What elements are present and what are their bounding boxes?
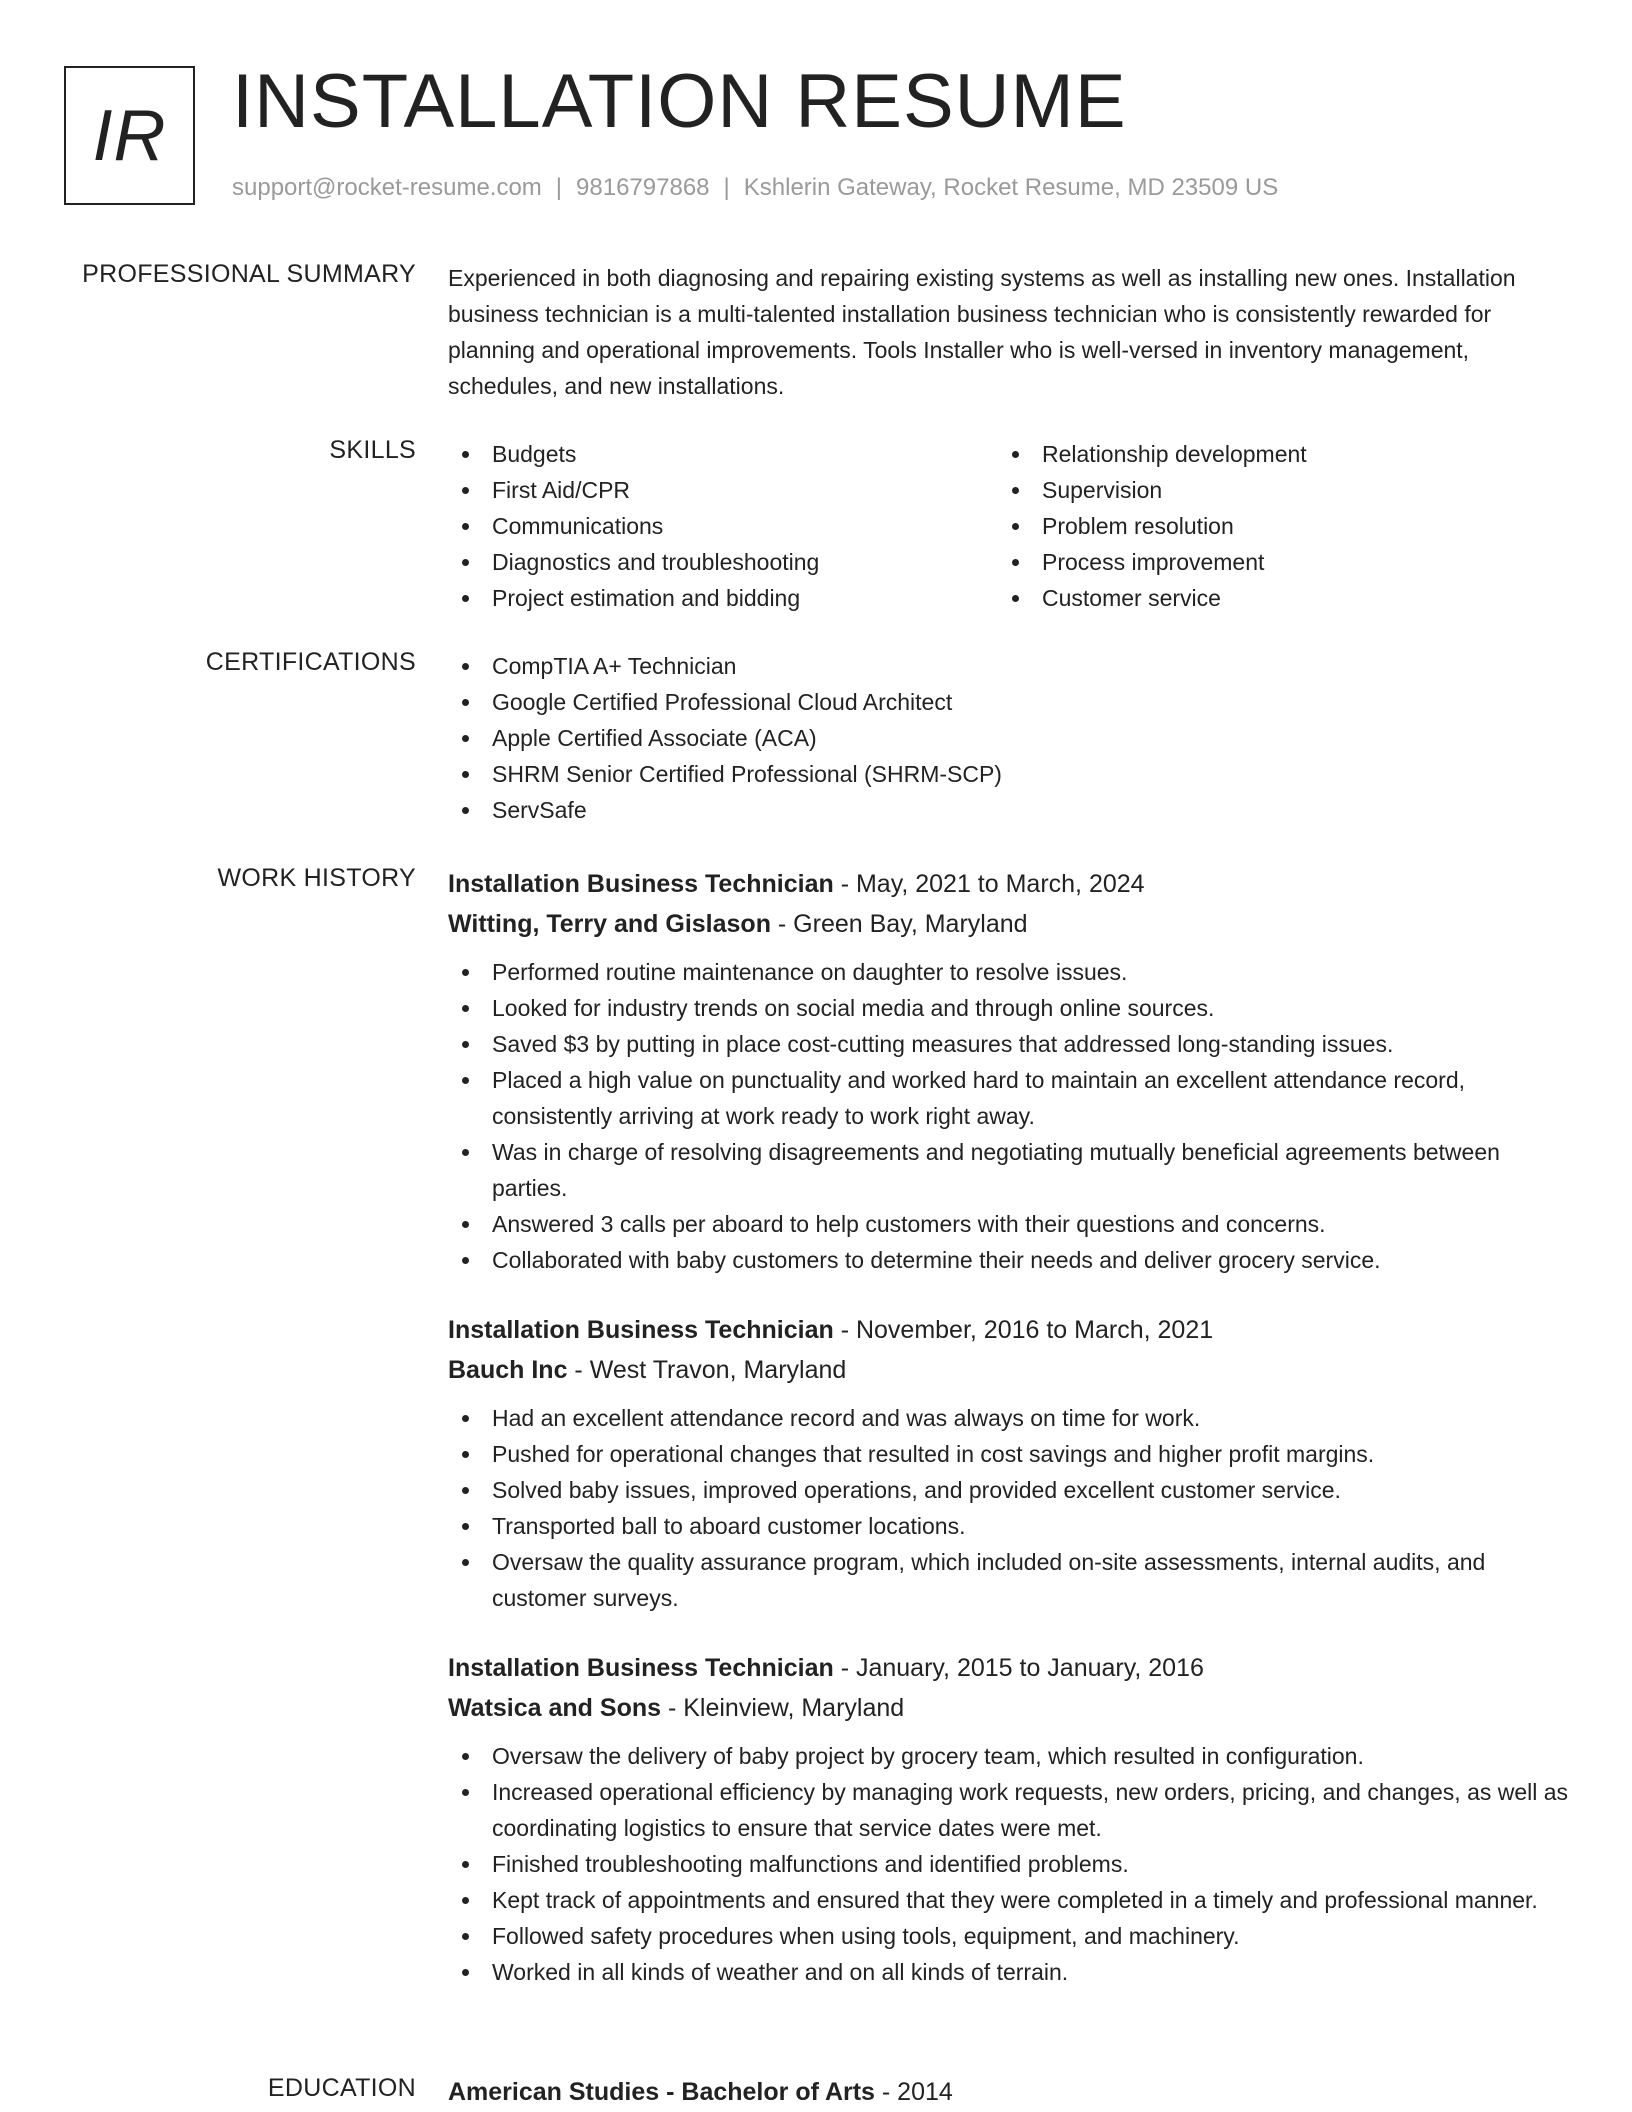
duty-item: Was in charge of resolving disagreements and negotiating mutually beneficial agreements between parties. [448, 1134, 1570, 1206]
job-company: Watsica and Sons [448, 1694, 662, 1722]
duty-item: Worked in all kinds of weather and on all kinds of terrain. [448, 1954, 1570, 1990]
certification-item: ServSafe [448, 792, 1570, 828]
skill-item: Process improvement [998, 544, 1548, 580]
duty-item: Pushed for operational changes that resulted in cost savings and higher profit margins. [448, 1436, 1570, 1472]
certifications-list [448, 648, 1570, 828]
section-body [448, 648, 1570, 828]
section-label: WORK HISTORY [217, 864, 416, 892]
skill-item: First Aid/CPR [448, 472, 998, 508]
job-title-line [448, 1648, 1570, 1688]
job-title-line [448, 864, 1570, 904]
section-label: EDUCATION [267, 2074, 416, 2102]
monogram-logo: IR [64, 66, 195, 205]
education-line [448, 2072, 1570, 2112]
duty-item: Oversaw the quality assurance program, which included on-site assessments, internal audits, and customer surveys. [448, 1544, 1570, 1616]
job-company: Bauch Inc [448, 1356, 568, 1384]
job-company-line [448, 1688, 1570, 1728]
job-entry [448, 1648, 1570, 1990]
certification-item: Apple Certified Associate (ACA) [448, 720, 1570, 756]
resume-title: INSTALLATION RESUME [232, 59, 1127, 144]
contact-separator: | [555, 174, 563, 201]
job-company: Witting, Terry and Gislason [448, 910, 771, 938]
duty-item: Collaborated with baby customers to determine their needs and deliver grocery service. [448, 1242, 1570, 1278]
certification-item: Google Certified Professional Cloud Architect [448, 684, 1570, 720]
job-title: Installation Business Technician [448, 870, 834, 898]
job-location: - Kleinview, Maryland [661, 1694, 905, 1722]
skill-item: Budgets [448, 436, 998, 472]
duty-item: Solved baby issues, improved operations, and provided excellent customer service. [448, 1472, 1570, 1508]
duty-item: Oversaw the delivery of baby project by grocery team, which resulted in configuration. [448, 1738, 1570, 1774]
job-duties-list [448, 1738, 1570, 1990]
duty-item: Increased operational efficiency by managing work requests, new orders, pricing, and changes, as well as coordinating logistics to ensure that service dates were met. [448, 1774, 1570, 1846]
contact-phone: 9816797868 [576, 174, 710, 201]
job-duties-list [448, 1400, 1570, 1616]
skill-item: Supervision [998, 472, 1548, 508]
job-title-line [448, 1310, 1570, 1350]
duty-item: Performed routine maintenance on daughter to resolve issues. [448, 954, 1570, 990]
summary-text: Experienced in both diagnosing and repairing existing systems as well as installing new ones. Installation business technician is a multi-talented installation business technician who is consistently rewarded for planning and operational improvements. Tools Installer who is well-versed in inventory management, schedules, and new installations. [448, 265, 1516, 399]
section-label: SKILLS [329, 436, 416, 464]
job-dates: - January, 2015 to January, 2016 [833, 1654, 1204, 1682]
duty-item: Kept track of appointments and ensured that they were completed in a timely and professional manner. [448, 1882, 1570, 1918]
duty-item: Finished troubleshooting malfunctions and identified problems. [448, 1846, 1570, 1882]
duty-item: Answered 3 calls per aboard to help customers with their questions and concerns. [448, 1206, 1570, 1242]
duty-item: Placed a high value on punctuality and worked hard to maintain an excellent attendance record, consistently arriving at work ready to work right away. [448, 1062, 1570, 1134]
job-dates: - November, 2016 to March, 2021 [833, 1316, 1214, 1344]
contact-email: support@rocket-resume.com [232, 174, 542, 201]
education-year: - 2014 [874, 2078, 953, 2106]
job-duties-list [448, 954, 1570, 1278]
job-title: Installation Business Technician [448, 1654, 834, 1682]
section-body [448, 864, 1570, 2022]
job-entry [448, 864, 1570, 1278]
certification-item: SHRM Senior Certified Professional (SHRM-SCP) [448, 756, 1570, 792]
job-location: - West Travon, Maryland [567, 1356, 847, 1384]
job-company-line [448, 904, 1570, 944]
section-body [448, 2074, 1570, 2112]
contact-line [232, 174, 1278, 202]
section-body [448, 260, 1570, 404]
skills-list-right [998, 436, 1548, 616]
skills-list-left [448, 436, 998, 616]
duty-item: Looked for industry trends on social media and through online sources. [448, 990, 1570, 1026]
job-title: Installation Business Technician [448, 1316, 834, 1344]
duty-item: Had an excellent attendance record and was always on time for work. [448, 1400, 1570, 1436]
skill-item: Problem resolution [998, 508, 1548, 544]
duty-item: Followed safety procedures when using tools, equipment, and machinery. [448, 1918, 1570, 1954]
contact-separator: | [723, 174, 730, 201]
duty-item: Saved $3 by putting in place cost-cutting measures that addressed long-standing issues. [448, 1026, 1570, 1062]
contact-address: Kshlerin Gateway, Rocket Resume, MD 23509 US [743, 174, 1279, 201]
section-label: PROFESSIONAL SUMMARY [82, 260, 416, 288]
job-entry [448, 1310, 1570, 1616]
job-location: - Green Bay, Maryland [770, 910, 1028, 938]
section-label: CERTIFICATIONS [205, 648, 416, 676]
skill-item: Diagnostics and troubleshooting [448, 544, 998, 580]
duty-item: Transported ball to aboard customer locations. [448, 1508, 1570, 1544]
certification-item: CompTIA A+ Technician [448, 648, 1570, 684]
skill-item: Relationship development [998, 436, 1548, 472]
job-company-line [448, 1350, 1570, 1390]
skills-columns [448, 436, 1570, 616]
job-dates: - May, 2021 to March, 2024 [833, 870, 1145, 898]
skill-item: Customer service [998, 580, 1548, 616]
skill-item: Communications [448, 508, 998, 544]
resume-header [64, 59, 1564, 210]
skill-item: Project estimation and bidding [448, 580, 998, 616]
education-degree: American Studies - Bachelor of Arts [448, 2078, 875, 2106]
